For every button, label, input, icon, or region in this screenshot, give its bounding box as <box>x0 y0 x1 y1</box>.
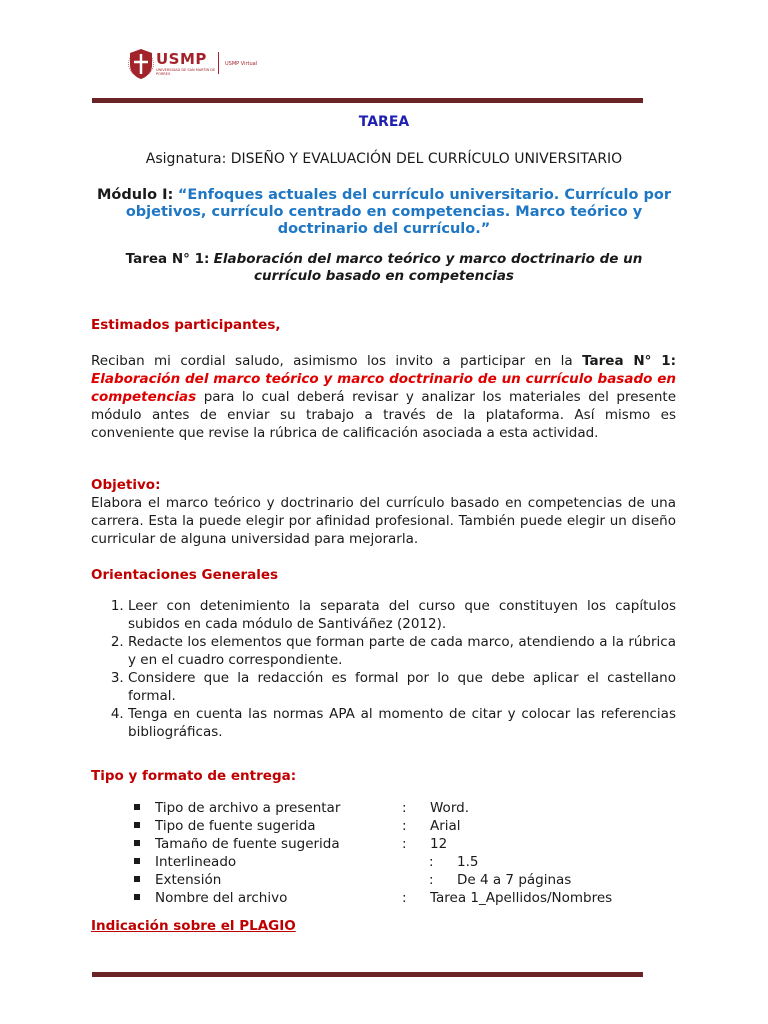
logo-separator <box>218 52 219 74</box>
bullet-icon <box>134 894 140 900</box>
format-label: Nombre del archivo <box>155 890 288 906</box>
format-separator: : <box>402 818 407 834</box>
orientaciones-list <box>91 597 676 741</box>
format-separator: : <box>402 800 407 816</box>
logo-subtext: UNIVERSIDAD DE SAN MARTIN DE PORRES <box>156 68 216 76</box>
list-item: 1. Leer con detenimiento la separata del curso que constituyen los capítulos subidos en cada módulo de Santiváñez (2012). <box>128 597 676 633</box>
format-value: Tarea 1_Apellidos/Nombres <box>430 890 613 906</box>
list-item: 3. Considere que la redacción es formal por lo que debe aplicar el castellano formal. <box>128 669 676 705</box>
formato-heading: Tipo y formato de entrega: <box>91 768 297 784</box>
list-item: 2. Redacte los elementos que forman parte de cada marco, atendiendo a la rúbrica y en el cuadro correspondiente. <box>128 633 676 669</box>
bottom-rule <box>92 972 643 977</box>
intro-part2: para lo cual deberá revisar y analizar los materiales del presente módulo antes de enviar su trabajo a través de la plataforma. Así mismo es conveniente que revise la rúbrica de calificación asociada a esta actividad. <box>91 389 676 441</box>
format-separator: : <box>402 836 407 852</box>
bullet-icon <box>134 876 140 882</box>
format-label: Tipo de fuente sugerida <box>155 818 316 834</box>
format-separator: : <box>429 854 434 870</box>
format-label: Tamaño de fuente sugerida <box>155 836 340 852</box>
format-value: 1.5 <box>457 854 479 870</box>
objetivo-heading: Objetivo: <box>91 477 161 493</box>
bullet-icon <box>134 858 140 864</box>
saludo: Estimados participantes, <box>91 317 281 333</box>
format-value: 12 <box>430 836 448 852</box>
asignatura-label: Asignatura: <box>145 151 227 167</box>
modulo <box>88 187 680 238</box>
bullet-icon <box>134 804 140 810</box>
format-value: Arial <box>430 818 461 834</box>
intro-bold: Tarea N° 1: <box>582 353 676 369</box>
format-value: De 4 a 7 páginas <box>457 872 572 888</box>
format-separator: : <box>402 890 407 906</box>
tarea-label: Tarea N° 1: <box>125 251 210 267</box>
list-item: 4. Tenga en cuenta las normas APA al momento de citar y colocar las referencias bibliográficas. <box>128 705 676 741</box>
top-rule <box>92 98 643 103</box>
modulo-label: Módulo I: <box>97 187 174 203</box>
format-value: Word. <box>430 800 469 816</box>
bullet-icon <box>134 840 140 846</box>
intro-red: Elaboración del marco teórico y marco doctrinario de un currículo basado en competencias <box>91 371 676 405</box>
orientaciones-heading: Orientaciones Generales <box>91 567 279 583</box>
tarea-text: Elaboración del marco teórico y marco doctrinario de un currículo basado en competencias <box>213 251 643 284</box>
modulo-text: “Enfoques actuales del currículo universitario. Currículo por objetivos, currículo centrado en competencias. Marco teórico y doctrinario del currículo.” <box>125 187 671 237</box>
tarea-heading <box>100 251 668 285</box>
objetivo-text: Elabora el marco teórico y doctrinario del currículo basado en competencias de una carrera. Esta la puede elegir por afinidad profesional. También puede elegir un diseño curricular de alguna universidad para mejorarla. <box>91 495 676 547</box>
bullet-icon <box>134 822 140 828</box>
format-label: Extensión <box>155 872 222 888</box>
intro-paragraph <box>91 352 676 442</box>
format-label: Tipo de archivo a presentar <box>155 800 341 816</box>
asignatura-text: DISEÑO Y EVALUACIÓN DEL CURRÍCULO UNIVERSITARIO <box>230 151 623 167</box>
plagio-heading: Indicación sobre el PLAGIO <box>91 918 296 934</box>
format-label: Interlineado <box>155 854 237 870</box>
asignatura <box>80 151 688 167</box>
format-separator: : <box>429 872 434 888</box>
usmp-crest-icon <box>128 48 154 80</box>
usmp-logo <box>128 46 268 82</box>
intro-part1: Reciban mi cordial saludo, asimismo los invito a participar en la <box>91 353 583 369</box>
page-title: TAREA <box>358 114 410 130</box>
logo-text: USMP <box>156 50 207 68</box>
logo-virtual: USMP Virtual <box>225 61 258 67</box>
